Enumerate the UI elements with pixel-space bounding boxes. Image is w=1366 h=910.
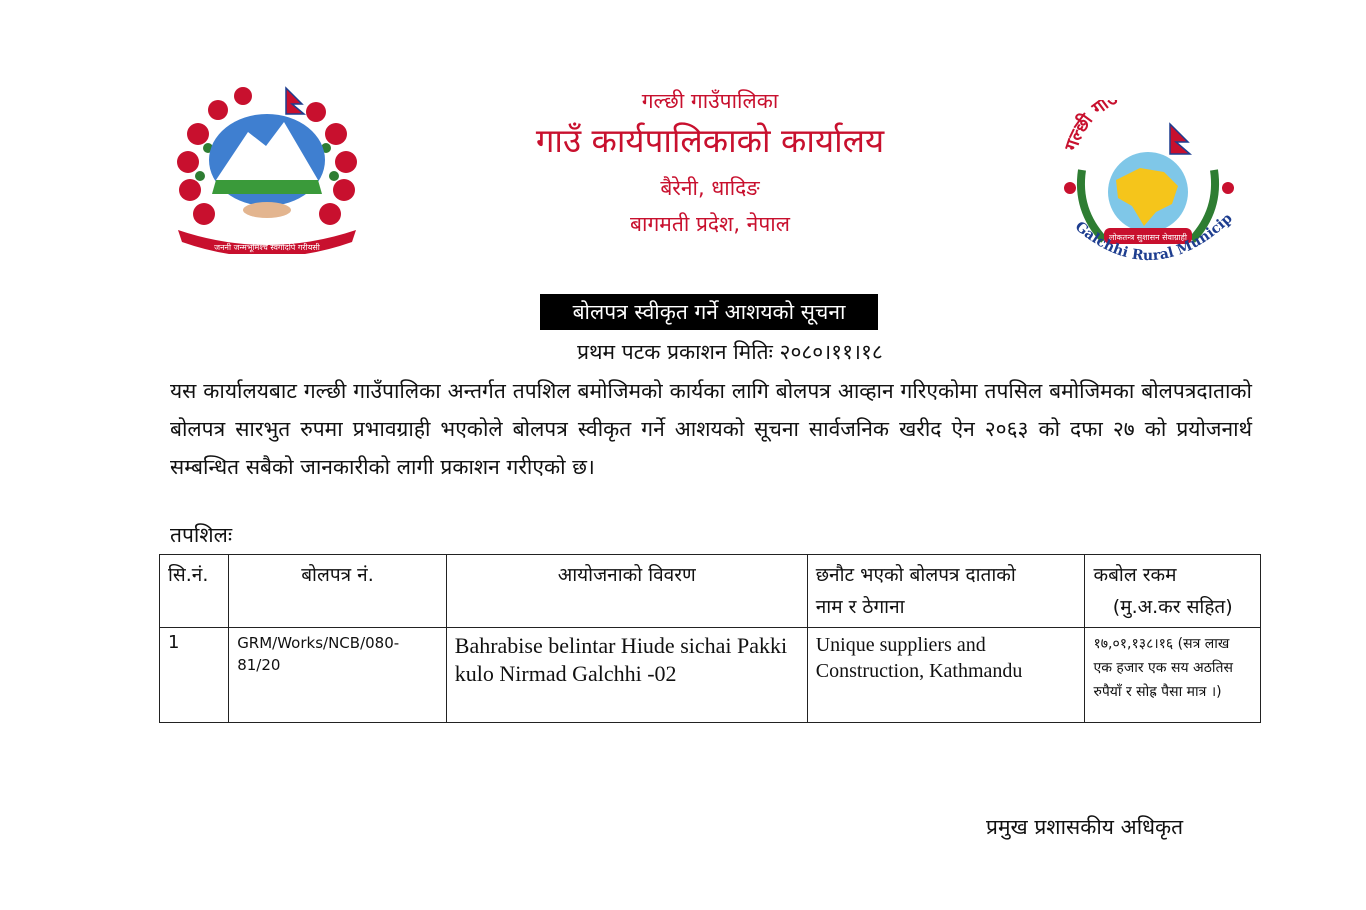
header-bid-no: बोलपत्र नं. <box>229 555 447 628</box>
signatory-title: प्रमुख प्रशासकीय अधिकृत <box>986 815 1184 839</box>
cell-project: Bahrabise belintar Hiude sichai Pakki kulo Nirmad Galchhi -02 <box>446 628 807 723</box>
table-row <box>160 628 1261 723</box>
schedule-label: तपशिलः <box>170 523 233 547</box>
svg-text:गल्छी गाउँपालिका: गल्छी गा <box>1060 100 1113 154</box>
header-bidder-line1: छनौट भएको बोलपत्र दाताको <box>815 564 1016 586</box>
svg-text:Galchhi Rural Municipality: Galchhi Rural Municip <box>1071 210 1236 265</box>
letterhead <box>430 86 990 238</box>
table-header-row <box>160 555 1261 628</box>
header-amount <box>1085 555 1261 628</box>
header-bidder <box>807 555 1085 628</box>
header-amount-line2: (मु.अ.कर सहित) <box>1112 596 1233 618</box>
schedule-table <box>159 554 1261 723</box>
publication-line: प्रथम पटक प्रकाशन मितिः २०८०।११।१८ <box>577 340 883 364</box>
svg-text:जननी जन्मभूमिश्च स्वर्गादपि गर: जननी जन्मभूमिश्च स्वर्गादपि गरीयसी <box>214 243 320 252</box>
header-sn: सि.नं. <box>160 555 229 628</box>
office-title: गाउँ कार्यपालिकाको कार्यालय <box>535 121 885 160</box>
cell-bid-no: GRM/Works/NCB/080-81/20 <box>229 628 447 723</box>
notice-title: बोलपत्र स्वीकृत गर्ने आशयको सूचना <box>540 294 878 330</box>
galchhi-logo-icon <box>1052 100 1244 280</box>
header-bidder-line2: नाम र ठेगाना <box>815 596 905 618</box>
municipality-name: गल्छी गाउँपालिका <box>641 89 779 113</box>
header-amount-line1: कबोल रकम <box>1093 564 1177 586</box>
cell-amount: १७,०१,१३८।१६ (सत्र लाख एक हजार एक सय अठतिस रुपैयाँ र सोह्र पैसा मात्र ।) <box>1085 628 1261 723</box>
office-address: बैरेनी, धादिङ <box>660 176 760 200</box>
svg-text:लोकतन्त्र सुशासन सेवाग्राही: लोकतन्त्र सुशासन सेवाग्राही <box>1109 233 1187 242</box>
header-project: आयोजनाको विवरण <box>446 555 807 628</box>
nepal-emblem-icon <box>168 84 366 254</box>
cell-bidder: Unique suppliers and Construction, Kathmandu <box>807 628 1085 723</box>
office-province: बागमती प्रदेश, नेपाल <box>630 212 790 236</box>
cell-sn: 1 <box>160 628 229 723</box>
notice-body: यस कार्यालयबाट गल्छी गाउँपालिका अन्तर्गत तपशिल बमोजिमको कार्यका लागि बोलपत्र आव्हान गरिएकोमा तपसिल बमोजिमका बोलपत्रदाताको बोलपत्र सारभुत रुपमा प्रभावग्राही भएकोले बोलपत्र स्वीकृत गर्ने आशयको सूचना सार्वजनिक खरीद ऐन २०६३ को दफा २७ को प्रयोजनार्थ सम्बन्धित सबैको जानकारीको लागी प्रकाशन गरीएको छ। <box>170 379 1252 479</box>
